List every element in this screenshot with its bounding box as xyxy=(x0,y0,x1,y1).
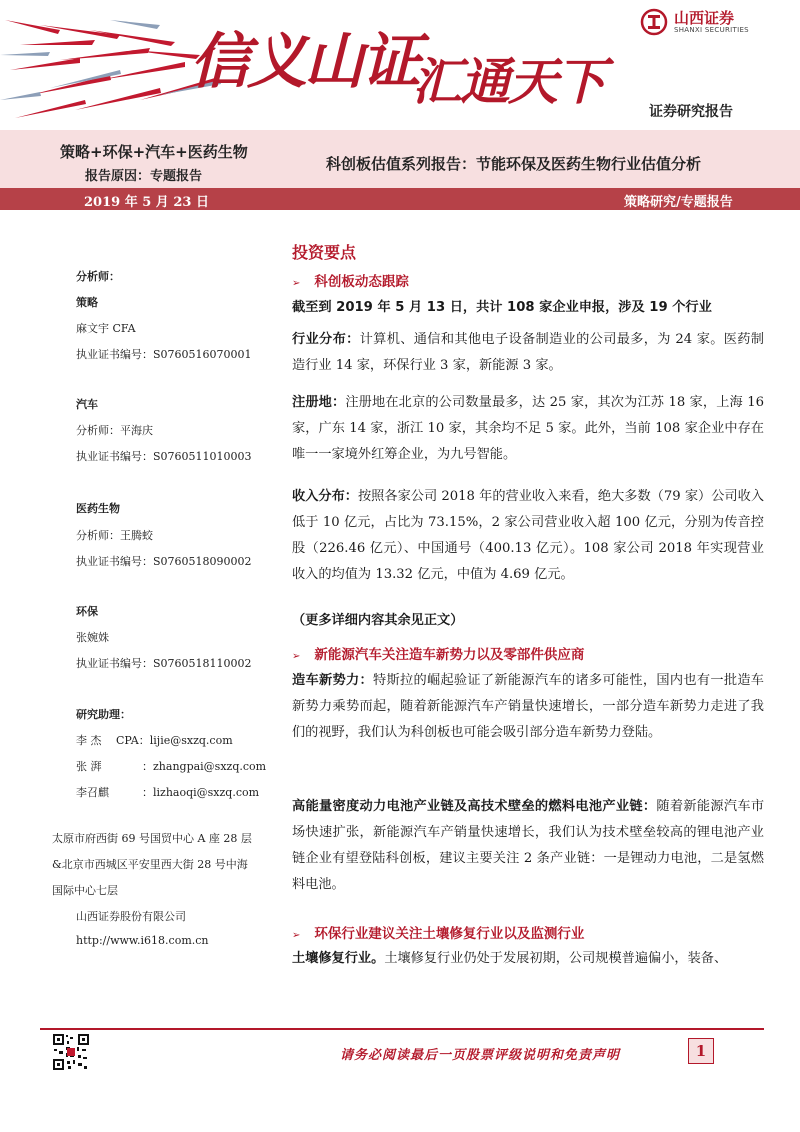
website-link[interactable]: http://www.i618.com.cn xyxy=(76,934,209,947)
arrow-bullet-icon: ➢ xyxy=(292,930,301,941)
report-title: 科创板估值系列报告：节能环保及医药生物行业估值分析 xyxy=(326,155,702,173)
slogan-part1: 信义山证 xyxy=(190,27,418,97)
footer-divider xyxy=(40,1028,764,1030)
paragraph-text: 土壤修复行业仍处于发展初期，公司规模普遍偏小，装备、 xyxy=(384,951,728,966)
analyst-name: 分析师：平海庆 xyxy=(76,424,153,437)
paragraph xyxy=(292,668,764,746)
footer-disclaimer: 请务必阅读最后一页股票评级说明和免责声明 xyxy=(340,1048,621,1063)
paragraph-label: 注册地： xyxy=(292,395,346,410)
brand-name-cn: 山西证券 xyxy=(674,9,735,27)
paragraph-label: 收入分布： xyxy=(292,489,358,504)
address-line: 太原市府西街 69 号国贸中心 A 座 28 层 xyxy=(52,832,252,845)
bullet-heading xyxy=(292,643,584,663)
analyst-cert: 执业证书编号：S0760516070001 xyxy=(76,348,252,361)
slogan-part2: 汇通天下 xyxy=(412,53,604,111)
paragraph xyxy=(292,946,764,972)
bullet-text: 环保行业建议关注土壤修复行业以及监测行业 xyxy=(314,926,585,942)
shanxi-securities-logo-icon xyxy=(640,8,668,36)
section-heading: 投资要点 xyxy=(292,243,357,262)
paragraph-label: 土壤修复行业。 xyxy=(292,951,385,966)
qr-code-icon xyxy=(52,1033,90,1071)
analyst-cert: 执业证书编号：S0760518110002 xyxy=(76,657,252,670)
paragraph-text: 注册地在北京的公司数量最多，达 25 家，其次为江苏 18 家，上海 16 家，广东 14 家，浙江 10 家，其余均不足 5 家。此外，当前 108 家企业中存在唯一一家境外红筹企业，为九号智能。 xyxy=(292,395,765,462)
analyst-cert: 执业证书编号：S0760518090002 xyxy=(76,555,252,568)
address-line: &北京市西城区平安里西大街 28 号中海 xyxy=(52,858,248,871)
paragraph-bold: 截至到 2019 年 5 月 13 日，共计 108 家企业申报，涉及 19 个行业 xyxy=(292,300,712,315)
arrow-bullet-icon: ➢ xyxy=(292,651,301,662)
analyst-name: 分析师：王腾蛟 xyxy=(76,529,153,542)
analyst-name: 麻文宇 CFA xyxy=(76,322,136,335)
sector-name: 医药生物 xyxy=(76,502,120,515)
arrow-bullet-icon: ➢ xyxy=(292,278,301,289)
paragraph-text: 特斯拉的崛起验证了新能源汽车的诸多可能性，国内也有一批造车新势力乘势而起，随着新能源汽车产销量快速增长，一部分造车新势力走进了我们的视野，我们认为科创板也可能会吸引部分造车新势力登陆。 xyxy=(292,673,764,740)
paragraph-label: 高能量密度动力电池产业链及高技术壁垒的燃料电池产业链： xyxy=(292,799,657,814)
report-reason: 报告原因：专题报告 xyxy=(85,169,203,184)
bullet-text: 新能源汽车关注造车新势力以及零部件供应商 xyxy=(314,647,585,663)
sector-name: 环保 xyxy=(76,605,98,618)
header-banner xyxy=(0,0,800,130)
analysts-label: 分析师： xyxy=(76,270,120,283)
doc-type: 证券研究报告 xyxy=(649,104,733,120)
bullet-heading xyxy=(292,270,409,290)
assistant-name: 李 杰 xyxy=(76,734,102,747)
sector-name: 汽车 xyxy=(76,398,98,411)
company-name: 山西证券股份有限公司 xyxy=(76,910,186,923)
brand-name-en: SHANXI SECURITIES xyxy=(674,26,749,34)
paragraph-label: 行业分布： xyxy=(292,332,360,347)
sector-name: 策略 xyxy=(76,296,98,309)
brand xyxy=(640,8,749,36)
assistant-contact[interactable]: ：zhangpai@sxzq.com xyxy=(142,760,267,773)
bullet-heading xyxy=(292,922,584,942)
paragraph-text: 随着新能源汽车市场快速扩张，新能源汽车产销量快速增长，我们认为技术壁垒较高的锂电池产业链企业有望登陆科创板，建议主要关注 2 条产业链：一是锂动力电池，二是氢燃料电池。 xyxy=(292,799,765,892)
sectors-label: 策略+环保+汽车+医药生物 xyxy=(60,143,248,161)
analyst-name: 张婉姝 xyxy=(76,631,109,644)
paragraph xyxy=(292,327,764,379)
report-category: 策略研究/专题报告 xyxy=(624,195,733,210)
more-details: （更多详细内容其余见正文） xyxy=(292,613,464,628)
report-date: 2019 年 5 月 23 日 xyxy=(84,195,209,210)
paragraph xyxy=(292,794,764,898)
bullet-text: 科创板动态跟踪 xyxy=(314,274,409,290)
paragraph xyxy=(292,295,764,321)
paragraph-text: 计算机、通信和其他电子设备制造业的公司最多，为 24 家。医药制造行业 14 家，环保行业 3 家，新能源 3 家。 xyxy=(292,332,764,373)
paragraph xyxy=(292,484,764,588)
paragraph-label: 造车新势力： xyxy=(292,673,373,688)
assistant-contact[interactable]: ：lizhaoqi@sxzq.com xyxy=(142,786,260,799)
address-line: 国际中心七层 xyxy=(52,884,118,897)
paragraph xyxy=(292,608,764,634)
assistants-label: 研究助理： xyxy=(76,708,131,721)
assistant-name: 李召麒 xyxy=(76,786,109,799)
paragraph xyxy=(292,390,764,468)
analyst-cert: 执业证书编号：S0760511010003 xyxy=(76,450,252,463)
page-number: 1 xyxy=(688,1038,714,1064)
paragraph-text: 按照各家公司 2018 年的营业收入来看，绝大多数（79 家）公司收入低于 10 亿元，占比为 73.15%，2 家公司营业收入超 100 亿元，分别为传音控股（226.46 亿元）、中国通号（400.13 亿元）。108 家公司 2018 年实现营业收入的均值为 13.32 亿元，中值为 4.69 亿元。 xyxy=(292,489,764,582)
assistant-contact[interactable]: CPA：lijie@sxzq.com xyxy=(116,734,233,747)
assistant-name: 张 湃 xyxy=(76,760,102,773)
